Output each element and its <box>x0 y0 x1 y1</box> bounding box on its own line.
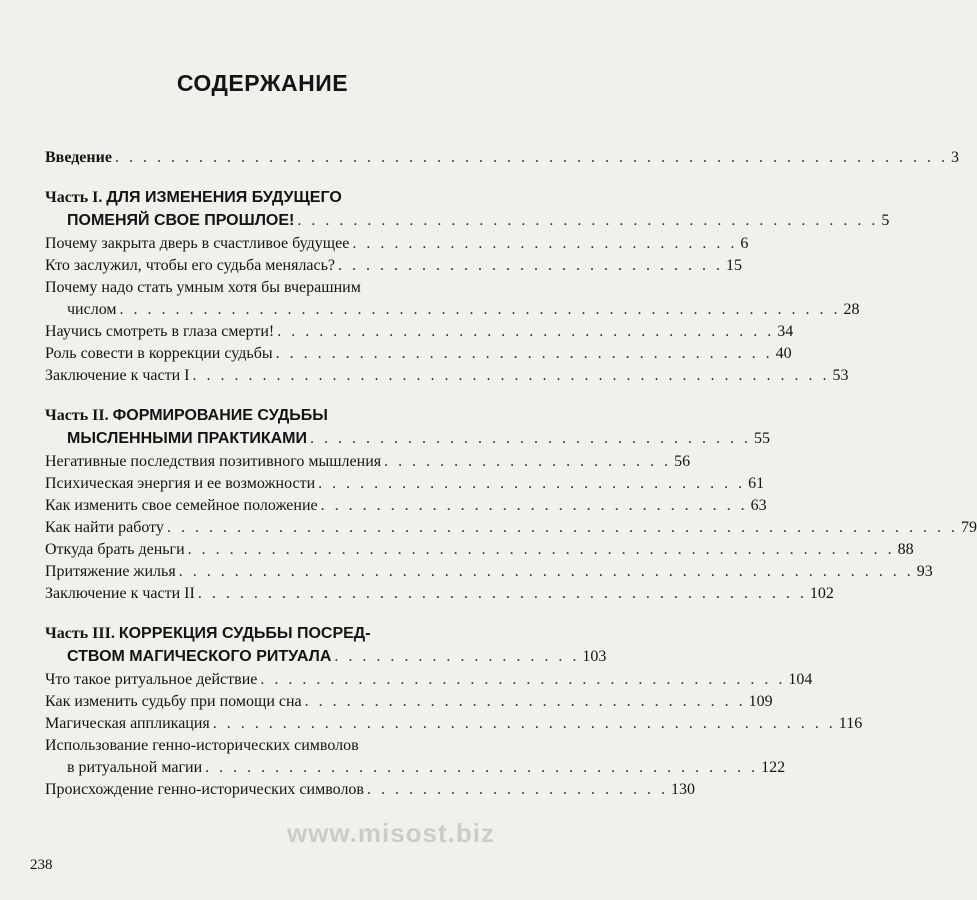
toc-entry-text: Роль совести в коррекции судьбы <box>45 345 273 362</box>
toc-entry <box>45 692 773 712</box>
part-label: Часть II. <box>45 407 113 424</box>
dot-leader: . . . . . . . . . . . . . . . . . . . . . . . . . . . . . . . . <box>304 693 746 710</box>
toc-entry-text: Заключение к части II <box>45 585 195 602</box>
toc-page-number: 3 <box>950 149 959 166</box>
dot-leader: . . . . . . . . . . . . . . . . . . . . . . . . . . . . . . . . . . . . . . . . . . . . . . <box>192 367 830 384</box>
dot-leader: . . . . . . . . . . . . . . . . . . . . . . . . . . . . . . . . . . . . . . . . <box>205 759 759 776</box>
toc-entry-text: Негативные последствия позитивного мышления <box>45 453 382 470</box>
toc-page-number: 130 <box>670 781 695 798</box>
toc-entry-text: Откуда брать деньги <box>45 541 185 558</box>
part-title-line2: СТВОМ МАГИЧЕСКОГО РИТУАЛА <box>67 648 332 665</box>
toc-entry-text: Почему закрыта дверь в счастливое будущее <box>45 235 350 252</box>
part-title: КОРРЕКЦИЯ СУДЬБЫ ПОСРЕД- <box>118 625 371 642</box>
toc-page-number: 93 <box>916 563 933 580</box>
toc-page-number: 15 <box>726 257 743 274</box>
dot-leader: . . . . . . . . . . . . . . . . . . . . . . . . . . . . . . . . <box>310 430 751 447</box>
toc-entry <box>45 452 691 472</box>
dot-leader: . . . . . . . . . . . . . . . . . . . . . . . . . . . . . . . . . . . . . . . . . . . . . . . . . . . . . <box>178 563 914 580</box>
toc-entry <box>45 562 933 582</box>
part-title-line2: МЫСЛЕННЫМИ ПРАКТИКАМИ <box>67 430 307 447</box>
dot-leader: . . . . . . . . . . . . . . . . . . . . . . . . . . . . . . . <box>320 497 748 514</box>
toc-page-number: 34 <box>777 323 794 340</box>
toc-entry <box>45 474 765 494</box>
toc-entry <box>45 670 813 690</box>
toc-entry <box>45 780 695 800</box>
toc-page-number: 53 <box>832 367 849 384</box>
toc-entry-text: Происхождение генно-исторических символов <box>45 781 364 798</box>
toc-page-number: 56 <box>674 453 691 470</box>
dot-leader: . . . . . . . . . . . . . . . . . . . . . . . . . . . . . . . . . . . . . . . . . . <box>297 212 879 229</box>
dot-leader: . . . . . . . . . . . . . . . . . . . . . . . . . . . . <box>352 235 738 252</box>
toc-page-number: 63 <box>750 497 767 514</box>
toc-entry-text: Введение <box>45 149 112 166</box>
dot-leader: . . . . . . . . . . . . . . . . . . . . . . . . . . . . . . . . . . . . . . . . . . . . . <box>212 715 836 732</box>
toc-entry-text: Магическая аппликация <box>45 715 210 732</box>
toc-entry-text: Психическая энергия и ее возможности <box>45 475 316 492</box>
toc-page-number: 5 <box>881 212 890 229</box>
toc-entry <box>45 256 743 276</box>
toc-entry <box>45 540 914 560</box>
toc-page-number: 40 <box>775 345 792 362</box>
toc-page-number: 79 <box>960 519 977 536</box>
part-label: Часть I. <box>45 189 107 206</box>
toc-entry-text: Притяжение жилья <box>45 563 176 580</box>
toc-entry-text: Заключение к части I <box>45 367 190 384</box>
page-number-footer: 238 <box>30 857 53 873</box>
toc-entry <box>45 714 863 734</box>
toc-entry-text: числом <box>67 301 117 318</box>
toc-entry-text: Что такое ритуальное действие <box>45 671 258 688</box>
toc-entry-text: Как изменить судьбу при помощи сна <box>45 693 302 710</box>
page-title: СОДЕРЖАНИЕ <box>176 70 349 96</box>
toc-entry <box>45 584 834 604</box>
toc-page-number: 116 <box>838 715 863 732</box>
toc-page-number: 104 <box>788 671 813 688</box>
dot-leader: . . . . . . . . . . . . . . . . . . . . . . . . . . . . . . . . . . . . <box>277 323 775 340</box>
dot-leader: . . . . . . . . . . . . . . . . . . . . . . . . . . . . . . . <box>318 475 746 492</box>
toc-entry-part-3 <box>67 647 607 667</box>
toc-entry-part-2 <box>67 429 770 449</box>
dot-leader: . . . . . . . . . . . . . . . . . . . . . . <box>366 781 668 798</box>
dot-leader: . . . . . . . . . . . . . . . . . . . . . . . . . . . . . . . . . . . . <box>275 345 773 362</box>
dot-leader: . . . . . . . . . . . . . . . . . . . . . . . . . . . . . . . . . . . . . . . . . . . . <box>197 585 807 602</box>
part-title-line2: ПОМЕНЯЙ СВОЕ ПРОШЛОЕ! <box>67 212 295 229</box>
toc-entry <box>45 518 977 538</box>
dot-leader: . . . . . . . . . . . . . . . . . . . . . . . . . . . . . . . . . . . . . . . . . . . . . . . . . . . . . . . . . . . . <box>114 149 948 166</box>
dot-leader: . . . . . . . . . . . . . . . . . . . . . . . . . . . . . . . . . . . . . . . . . . . . . . . . . . . . <box>119 301 841 318</box>
toc-entry-text: Научись смотреть в глаза смерти! <box>45 323 275 340</box>
toc-entry-text-line1: Использование генно-исторических символов <box>45 737 359 754</box>
toc-entry <box>45 322 794 342</box>
dot-leader: . . . . . . . . . . . . . . . . . . . . . . . . . . . . <box>338 257 724 274</box>
toc-entry <box>67 758 786 778</box>
toc-page-number: 102 <box>809 585 834 602</box>
toc-page-number: 88 <box>897 541 914 558</box>
toc-page-number: 109 <box>748 693 773 710</box>
dot-leader: . . . . . . . . . . . . . . . . . . <box>334 648 580 665</box>
part-2-heading-line1 <box>45 406 485 426</box>
part-title: ФОРМИРОВАНИЕ СУДЬБЫ <box>112 407 328 424</box>
toc-entry-text: Как изменить свое семейное положение <box>45 497 318 514</box>
toc-entry-part-1 <box>67 211 890 231</box>
toc-page-number: 55 <box>754 430 770 447</box>
toc-entry-text-line1: Почему надо стать умным хотя бы вчерашним <box>45 279 361 296</box>
dot-leader: . . . . . . . . . . . . . . . . . . . . . <box>384 453 672 470</box>
toc-entry <box>67 300 860 320</box>
toc-entry-text: в ритуальной магии <box>67 759 203 776</box>
toc-page-number: 28 <box>843 301 860 318</box>
toc-entry <box>45 344 792 364</box>
toc-entry-text: Как найти работу <box>45 519 164 536</box>
toc-entry-intro <box>45 148 959 168</box>
toc-entry-text: Кто заслужил, чтобы его судьба менялась? <box>45 257 336 274</box>
part-label: Часть III. <box>45 625 119 642</box>
part-title: ДЛЯ ИЗМЕНЕНИЯ БУДУЩЕГО <box>106 189 342 206</box>
dot-leader: . . . . . . . . . . . . . . . . . . . . . . . . . . . . . . . . . . . . . . <box>260 671 786 688</box>
toc-page-number: 103 <box>582 648 607 665</box>
dot-leader: . . . . . . . . . . . . . . . . . . . . . . . . . . . . . . . . . . . . . . . . . . . . . . . . . . . <box>187 541 895 558</box>
part-3-heading-line1 <box>45 624 485 644</box>
toc-page-number: 6 <box>740 235 749 252</box>
toc-page-number: 61 <box>748 475 765 492</box>
dot-leader: . . . . . . . . . . . . . . . . . . . . . . . . . . . . . . . . . . . . . . . . . . . . . . . . . . . . . . . . . <box>166 519 958 536</box>
part-1-heading-line1 <box>45 188 485 208</box>
toc-entry <box>45 234 749 254</box>
toc-page-number: 122 <box>761 759 786 776</box>
watermark: www.misost.biz <box>286 818 495 848</box>
toc-entry <box>45 366 849 386</box>
toc-entry <box>45 496 767 516</box>
